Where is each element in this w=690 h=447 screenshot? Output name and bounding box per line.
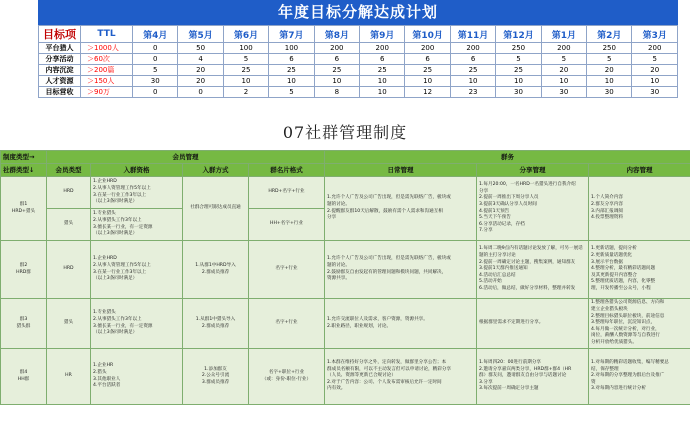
header-cell: 第10月 (405, 26, 450, 43)
target-name-cell: 分享活动 (39, 54, 81, 65)
content-management-cell: 1.个人简介内容 2.群友分享内容 3.内部汇报调阅 4.投票整理资料 (589, 177, 690, 241)
month-value-cell: 20 (541, 65, 586, 76)
month-value-cell: 100 (223, 43, 268, 54)
month-value-cell: 6 (360, 54, 405, 65)
month-value-cell: 5 (269, 87, 314, 98)
member-type-cell: HR (47, 349, 91, 405)
month-value-cell: 25 (405, 65, 450, 76)
column-header: 会员类型 (47, 164, 91, 177)
month-value-cell: 5 (496, 54, 541, 65)
member-type-cell: HRD (47, 177, 91, 209)
month-value-cell: 10 (632, 76, 678, 87)
header-cell: 第5月 (178, 26, 223, 43)
card-format-cell: 名字+职位+行业 （或：身份-职位-行业） (249, 349, 325, 405)
header-cell: 第6月 (223, 26, 268, 43)
month-value-cell: 0 (133, 43, 178, 54)
target-row (39, 65, 678, 76)
month-value-cell: 200 (360, 43, 405, 54)
entry-qualification-cell: 1.企业HR 2.猎头 3.其他职业人 4.平台活跃者 (91, 349, 183, 405)
month-value-cell: 6 (269, 54, 314, 65)
month-value-cell: 6 (314, 54, 359, 65)
month-value-cell: 10 (450, 76, 495, 87)
target-row (39, 87, 678, 98)
daily-management-cell: 1.允许个人广告及公司广告出现，但是需先联络广告，板块或 题的讨论。 2.鼓励群友自由发起有的管理问题和模块问题，共同解决， 资源共享。 (325, 241, 477, 299)
month-value-cell: 20 (587, 65, 632, 76)
group-affairs-header: 群务 (325, 151, 690, 164)
target-total-cell: ＞150人 (81, 76, 133, 87)
card-format-cell: HH+名字+行业 (249, 209, 325, 241)
month-value-cell: 20 (632, 65, 678, 76)
member-type-cell: 猎头 (47, 209, 91, 241)
month-value-cell: 30 (496, 87, 541, 98)
target-plan-banner: 年度目标分解达成计划 (38, 0, 678, 25)
entry-qualification-cell: 1.专业猎头 2.从事猎头工作3年以上 3.擅长某一行业，有一定资源 （以上3条同时满足） (91, 209, 183, 241)
month-value-cell: 200 (632, 43, 678, 54)
section-title: 07社群管理制度 (282, 123, 408, 142)
target-row (39, 54, 678, 65)
target-total-cell: ＞200篇 (81, 65, 133, 76)
month-value-cell: 200 (405, 43, 450, 54)
month-value-cell: 200 (541, 43, 586, 54)
month-value-cell: 5 (541, 54, 586, 65)
header-cell: 第12月 (496, 26, 541, 43)
month-value-cell: 25 (269, 65, 314, 76)
share-management-cell: 1.每月20:00，一名HRD一名猎头进行自我介绍 分享 2.提前一周推出下周分享人员 3.提前3天确认分享人员时间 4.提前1天预告 5.当天下午预告 6.分享活动记录，存档 7.分享 (477, 177, 589, 241)
target-plan-section (38, 0, 678, 98)
month-value-cell: 5 (223, 54, 268, 65)
group-name-cell: 群3 猎头群 (1, 299, 47, 349)
community-rules-section (0, 150, 690, 405)
month-value-cell: 20 (178, 76, 223, 87)
target-plan-table (38, 25, 678, 98)
group-name-cell: 群1 HRD+猎头 (1, 177, 47, 241)
card-format-cell: 名字+行业 (249, 299, 325, 349)
month-value-cell: 30 (587, 87, 632, 98)
target-row (39, 76, 678, 87)
rules-header-row-2 (1, 164, 690, 177)
header-cell: 第2月 (587, 26, 632, 43)
month-value-cell: 50 (178, 43, 223, 54)
card-format-cell: HRD+名字+行业 (249, 177, 325, 209)
member-type-cell: HRD (47, 241, 91, 299)
header-cell: TTL (81, 26, 133, 43)
target-total-cell: ＞60次 (81, 54, 133, 65)
header-cell: 第4月 (133, 26, 178, 43)
month-value-cell: 23 (450, 87, 495, 98)
month-value-cell: 0 (133, 87, 178, 98)
month-value-cell: 5 (133, 65, 178, 76)
entry-method-cell: 1.添加群友 2.公众号引流 3.群成员推荐 (183, 349, 249, 405)
column-header: 群名片格式 (249, 164, 325, 177)
month-value-cell: 6 (450, 54, 495, 65)
month-value-cell: 12 (405, 87, 450, 98)
target-name-cell: 目标营收 (39, 87, 81, 98)
header-cell: 第7月 (269, 26, 314, 43)
share-management-cell: 1.每周四20：00进行前期分享 2.邀请分享嘉宾两类分享，HRD群+群4（HR 群）群友问，邀请群友自由分享与话题讨论 3.分享 3.每次提前一周确定分享主题 (477, 349, 589, 405)
month-value-cell: 8 (314, 87, 359, 98)
target-name-cell: 内容沉淀 (39, 65, 81, 76)
month-value-cell: 30 (541, 87, 586, 98)
target-row (39, 43, 678, 54)
group-name-cell: 群2 HRD群 (1, 241, 47, 299)
entry-qualification-cell: 1.企业HRD 2.从事人资管理工作5年以上 3.在某一行业工作3年以上 （以上3条同时满足） (91, 241, 183, 299)
group-name-cell: 群4 HH群 (1, 349, 47, 405)
entry-qualification-cell: 1.企业HRD 2.从事人资管理工作5年以上 3.在某一行业工作3年以上 （以上3条同时满足） (91, 177, 183, 209)
month-value-cell: 25 (496, 65, 541, 76)
entry-method-cell: 社群合理可跟达成员直通 (183, 177, 249, 241)
share-management-cell: 1.每周二晚9点内有话题讨论发放了解，可另一展话 题的主打分享讨论 2.提前一周确定讨论主题，搜集案例，通知群友 3.提前1天群内推送通知 4.活动后汇总总结 5.活动开始 6.活动后，做总结，做好分享材料，整理并转发 (477, 241, 589, 299)
column-header: 日常管理 (325, 164, 477, 177)
content-management-cell: 1.更新话题，提问分析 2.更新质量话题优化 3.展示平台数据 4.整理分析，最有精彩话题问题 及其更新提升内容整合 5.整理优质话题，内容，化零整 理，开发传播至公众号，小程 (589, 241, 690, 299)
header-cell: 第11月 (450, 26, 495, 43)
header-cell: 第9月 (360, 26, 405, 43)
target-total-cell: ＞90万 (81, 87, 133, 98)
column-header: 内容管理 (589, 164, 690, 177)
daily-management-cell: 1.允许交流职位人及需求，客户资源，资源共享。 2.职业路径，职业规划，讨论。 (325, 299, 477, 349)
month-value-cell: 10 (223, 76, 268, 87)
month-value-cell: 25 (223, 65, 268, 76)
month-value-cell: 250 (496, 43, 541, 54)
entry-qualification-cell: 1.专业猎头 2.从事猎头工作3年以上 3.擅长某一行业，有一定资源 （以上3条同时满足） (91, 299, 183, 349)
target-total-cell: ＞1000人 (81, 43, 133, 54)
month-value-cell: 10 (269, 76, 314, 87)
month-value-cell: 0 (178, 87, 223, 98)
month-value-cell: 5 (587, 54, 632, 65)
month-value-cell: 250 (587, 43, 632, 54)
entry-method-cell: 1.从群1中HRD导入 2.群成员推荐 (183, 241, 249, 299)
header-cell: 目标项 (39, 26, 81, 43)
column-header: 分享管理 (477, 164, 589, 177)
month-value-cell: 25 (450, 65, 495, 76)
column-header: 入群方式 (183, 164, 249, 177)
community-row (1, 349, 690, 405)
month-value-cell: 25 (314, 65, 359, 76)
month-value-cell: 10 (587, 76, 632, 87)
month-value-cell: 200 (314, 43, 359, 54)
community-rules-table (0, 150, 690, 405)
month-value-cell: 0 (133, 54, 178, 65)
month-value-cell: 25 (360, 65, 405, 76)
month-value-cell: 200 (450, 43, 495, 54)
target-name-cell: 平台猎人 (39, 43, 81, 54)
month-value-cell: 10 (360, 87, 405, 98)
month-value-cell: 10 (360, 76, 405, 87)
month-value-cell: 10 (496, 76, 541, 87)
card-format-cell: 名字+行业 (249, 241, 325, 299)
month-value-cell: 10 (405, 76, 450, 87)
month-value-cell: 10 (314, 76, 359, 87)
month-value-cell: 100 (269, 43, 314, 54)
month-value-cell: 6 (405, 54, 450, 65)
month-value-cell: 10 (541, 76, 586, 87)
daily-management-cell: 1.允许个人广告及公司广告出现，但是需先联络广告，板块或 题的讨论。 2.提醒群友群10天后解散，鼓励有需个人需求和沟通互相 分享 (325, 177, 477, 241)
rules-header-row-1 (1, 151, 690, 164)
community-row (1, 299, 690, 349)
community-row (1, 177, 690, 209)
month-value-cell: 20 (178, 65, 223, 76)
member-type-cell: 猎头 (47, 299, 91, 349)
month-value-cell: 30 (632, 87, 678, 98)
content-management-cell: 1.整理各猎头公司资源信息、方向和 建立企业猎头板块 2.整理目标猎头职位板块，前途信息 3.整理每年职位，沉淀知识点， 4.每月做一次统计分析，对行业， 岗位，薪酬人数资源等与自我进行 分析开放给优质猎头。 (589, 299, 690, 349)
rules-type-header: 制度类型→ (1, 151, 47, 164)
community-row (1, 241, 690, 299)
month-value-cell: 5 (632, 54, 678, 65)
daily-management-cell: 1.本群在维持好分享之外，定向转发，做群里分享公告；本 群成员名额有限，可以不主动发言但可以申请讨论，精彩分享 （人员、资源等更新已合规讨论） 2.对于广告内容：公司、个人发布需审核后允许一定时间 内有效。 (325, 349, 477, 405)
share-management-cell: 根据群里需求不定期进行分享。 (477, 299, 589, 349)
month-value-cell: 2 (223, 87, 268, 98)
header-cell: 第8月 (314, 26, 359, 43)
month-value-cell: 30 (133, 76, 178, 87)
month-value-cell: 4 (178, 54, 223, 65)
entry-method-cell: 1.从群1中猎头导入 2.群成员推荐 (183, 299, 249, 349)
column-header: 入群资格 (91, 164, 183, 177)
target-name-cell: 人才资源 (39, 76, 81, 87)
column-header: 社群类型↓ (1, 164, 47, 177)
content-management-cell: 1.对每期的精彩话题收集，编写精要总 结，保存整理 2.对每期的分享整理为群后台及推广 资 3.对每期内容进行统计分析 (589, 349, 690, 405)
header-cell: 第3月 (632, 26, 678, 43)
header-cell: 第1月 (541, 26, 586, 43)
target-plan-header-row (39, 26, 678, 43)
member-management-header: 会员管理 (47, 151, 325, 164)
